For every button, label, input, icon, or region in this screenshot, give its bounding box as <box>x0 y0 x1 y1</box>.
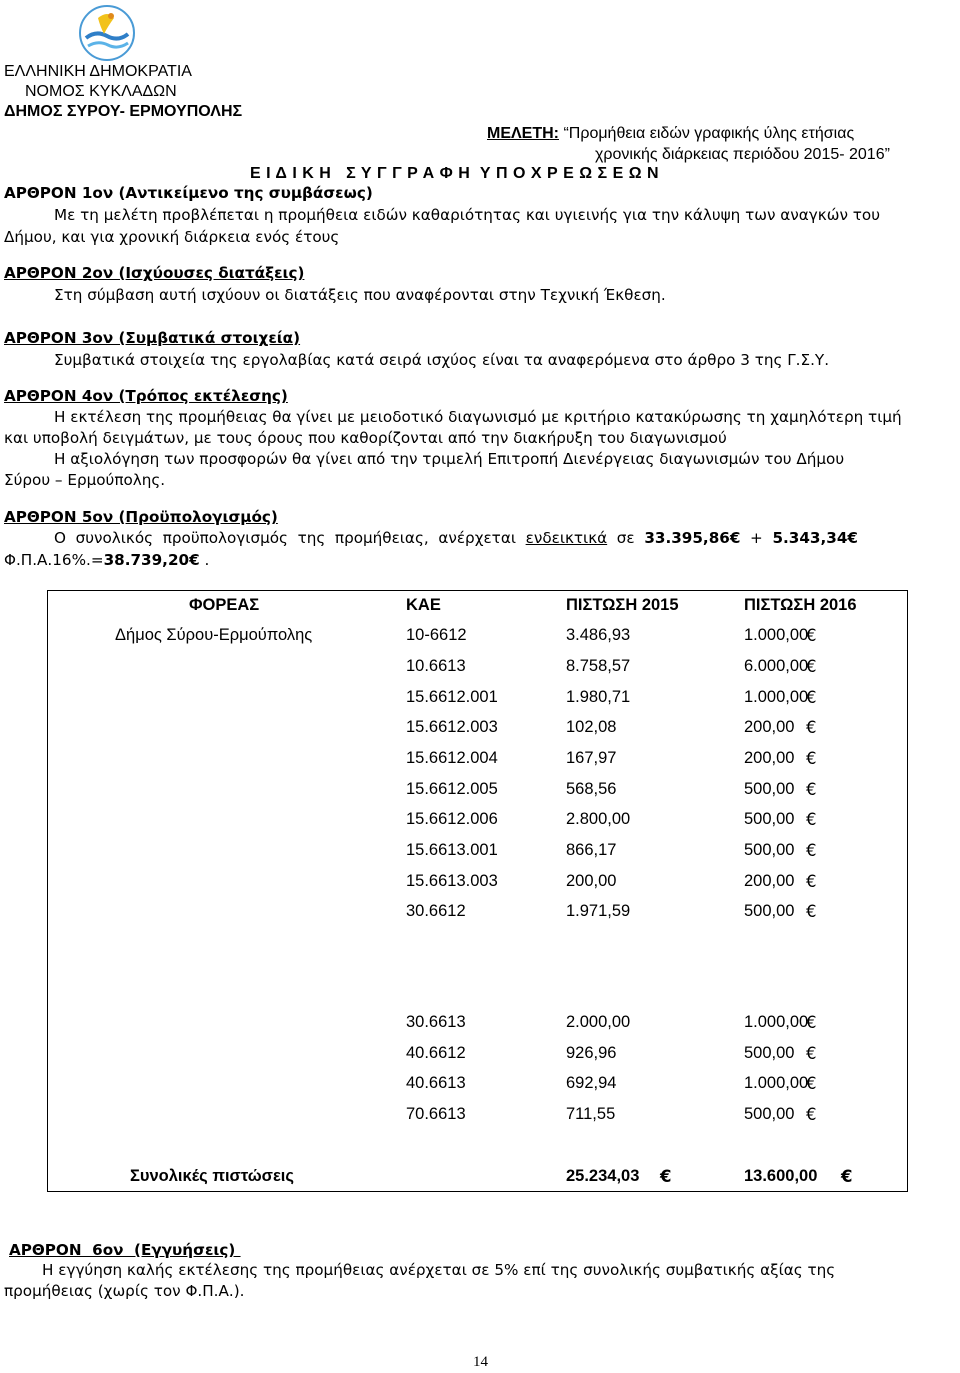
euro-sign: € <box>806 1044 817 1063</box>
euro-sign: € <box>806 749 817 768</box>
article1-line1: Με τη μελέτη προβλέπεται η προμήθεια ειδών καθαριότητας και υγιεινής για την κάλυψη των αναγκών του <box>54 206 880 224</box>
cell-kae: 30.6612 <box>406 902 466 920</box>
cell-kae: 15.6612.006 <box>406 810 498 828</box>
cell-credit-2016: 200,00 <box>744 749 795 767</box>
euro-sign: € <box>806 872 817 891</box>
cell-kae: 30.6613 <box>406 1013 466 1031</box>
article1-line2: Δήμου, και για χρονική διάρκεια ενός έτους <box>4 228 340 246</box>
study-title-1: “Προμήθεια ειδών γραφικής ύλης ετήσιας <box>563 125 855 142</box>
spec-title: Ε Ι Δ Ι Κ Η Σ Υ Γ Γ Ρ Α Φ Η Υ Π Ο Χ Ρ Ε Ω Σ Ε Ω Ν <box>250 165 660 182</box>
cell-credit-2015: 1.980,71 <box>566 688 631 706</box>
cell-credit-2016: 500,00 <box>744 780 795 798</box>
cell-foreas: Δήμος Σύρου-Ερμούπολης <box>115 626 313 644</box>
cell-kae: 10.6613 <box>406 657 466 675</box>
cell-credit-2016: 500,00 <box>744 1105 795 1123</box>
cell-credit-2016: 1.000,00 <box>744 1013 809 1031</box>
euro-sign: € <box>806 718 817 737</box>
cell-credit-2016: 1.000,00 <box>744 688 809 706</box>
cell-kae: 70.6613 <box>406 1105 466 1123</box>
article5-text-b: σε <box>607 529 645 547</box>
article3-text: Συμβατικά στοιχεία της εργολαβίας κατά σειρά ισχύος είναι τα αναφερόμενα στο άρθρο 3 της Γ.Σ.Υ. <box>54 351 830 369</box>
article2-title: ΑΡΘΡΟΝ 2ον (Ισχύουσες διατάξεις) <box>4 264 305 282</box>
euro-sign: € <box>806 1105 817 1124</box>
budget-table <box>47 590 908 1192</box>
cell-credit-2016: 500,00 <box>744 841 795 859</box>
cell-credit-2015: 1.971,59 <box>566 902 631 920</box>
article2-text: Στη σύμβαση αυτή ισχύουν οι διατάξεις που αναφέρονται στην Τεχνική Έκθεση. <box>54 286 666 304</box>
article5-end: . <box>199 551 210 569</box>
article5-amount1: 33.395,86 <box>644 529 730 547</box>
article5-text-a: Ο συνολικός προϋπολογισμός της προμήθειας, ανέρχεται <box>54 529 526 547</box>
header-prefecture: ΝΟΜΟΣ ΚΥΚΛΑΔΩΝ <box>25 83 177 100</box>
cell-credit-2016: 1.000,00 <box>744 1074 809 1092</box>
cell-credit-2015: 3.486,93 <box>566 626 631 644</box>
article1-title: ΑΡΘΡΟΝ 1ον (Αντικείμενο της συμβάσεως) <box>4 184 373 202</box>
cell-kae: 15.6612.005 <box>406 780 498 798</box>
article5-line1 <box>54 527 858 549</box>
cell-credit-2015: 167,97 <box>566 749 617 767</box>
municipality-logo <box>78 4 136 62</box>
cell-credit-2015: 568,56 <box>566 780 617 798</box>
cell-credit-2015: 711,55 <box>566 1105 616 1123</box>
cell-credit-2016: 500,00 <box>744 1044 795 1062</box>
cell-kae: 15.6612.004 <box>406 749 498 767</box>
total-label: Συνολικές πιστώσεις <box>130 1167 294 1185</box>
article6-line1: Η εγγύηση καλής εκτέλεσης της προμήθειας ανέρχεται σε 5% επί της συνολικής συμβατικής αξίας της <box>42 1261 836 1279</box>
article4-line2: και υποβολή δειγμάτων, με τους όρους που καθορίζονται από την διακήρυξη του διαγωνισμού <box>4 429 727 447</box>
euro-sign: € <box>806 841 817 860</box>
cell-credit-2016: 6.000,00 <box>744 657 809 675</box>
cell-kae: 15.6613.003 <box>406 872 498 890</box>
article4-line1: Η εκτέλεση της προμήθειας θα γίνει με μειοδοτικό διαγωνισμό με κριτήριο κατακύρωσης τη χαμηλότερη τιμή <box>54 408 902 426</box>
euro-sign: € <box>806 1074 817 1093</box>
article5-text-c: Φ.Π.Α.16%.= <box>4 551 104 569</box>
cell-kae: 10-6612 <box>406 626 467 644</box>
cell-credit-2015: 926,96 <box>566 1044 617 1062</box>
cell-credit-2015: 692,94 <box>566 1074 617 1092</box>
table-header-2: ΠΙΣΤΩΣΗ 2015 <box>566 596 679 614</box>
article5-indicative: ενδεικτικά <box>525 529 608 547</box>
study-title-2: χρονικής διάρκειας περιόδου 2015- 2016” <box>595 146 890 163</box>
cell-credit-2016: 1.000,00 <box>744 626 809 644</box>
table-header-0: ΦΟΡΕΑΣ <box>189 596 260 614</box>
header-municipality: ΔΗΜΟΣ ΣΥΡΟΥ- ΕΡΜΟΥΠΟΛΗΣ <box>4 103 243 120</box>
euro-sign: € <box>189 551 200 569</box>
cell-credit-2016: 200,00 <box>744 872 795 890</box>
euro-sign: € <box>806 657 817 676</box>
article5-amount2: 5.343,34 <box>772 529 848 547</box>
header-republic: ΕΛΛΗΝΙΚΗ ΔΗΜΟΚΡΑΤΙΑ <box>4 63 192 80</box>
euro-sign: € <box>806 810 817 829</box>
article4-line3: Η αξιολόγηση των προσφορών θα γίνει από την τριμελή Επιτροπή Διενέργειας διαγωνισμών του Δήμου <box>54 450 845 468</box>
cell-kae: 15.6612.001 <box>406 688 498 706</box>
euro-sign: € <box>806 1013 817 1032</box>
study-label: ΜΕΛΕΤΗ: <box>487 125 559 142</box>
euro-sign: € <box>806 626 817 645</box>
article5-title: ΑΡΘΡΟΝ 5ον (Προϋπολογισμός) <box>4 508 278 526</box>
euro-sign: € <box>806 688 817 707</box>
euro-sign: € <box>729 529 741 547</box>
cell-credit-2016: 500,00 <box>744 810 795 828</box>
cell-credit-2015: 102,08 <box>566 718 617 736</box>
cell-credit-2015: 2.800,00 <box>566 810 631 828</box>
table-header-3: ΠΙΣΤΩΣΗ 2016 <box>744 596 857 614</box>
cell-credit-2015: 866,17 <box>566 841 617 859</box>
euro-sign: € <box>841 1167 853 1186</box>
euro-sign: € <box>847 529 858 547</box>
cell-kae: 15.6612.003 <box>406 718 498 736</box>
article6-title: ΑΡΘΡΟΝ 6ον (Εγγυήσεις) <box>9 1241 241 1259</box>
article5-line2 <box>4 549 209 571</box>
article6-line2: προμήθειας (χωρίς τον Φ.Π.Α.). <box>4 1282 245 1300</box>
page-number: 14 <box>473 1354 488 1370</box>
cell-credit-2015: 200,00 <box>566 872 617 890</box>
cell-credit-2015: 8.758,57 <box>566 657 631 675</box>
cell-credit-2015: 2.000,00 <box>566 1013 631 1031</box>
article4-title: ΑΡΘΡΟΝ 4ον (Τρόπος εκτέλεσης) <box>4 387 288 405</box>
euro-sign: € <box>806 902 817 921</box>
cell-kae: 40.6613 <box>406 1074 466 1092</box>
euro-sign: € <box>806 780 817 799</box>
article5-total: 38.739,20 <box>103 551 190 569</box>
table-header-1: ΚΑΕ <box>406 596 441 614</box>
cell-credit-2016: 500,00 <box>744 902 795 920</box>
study-line1 <box>487 124 854 144</box>
cell-credit-2016: 200,00 <box>744 718 795 736</box>
cell-kae: 40.6612 <box>406 1044 466 1062</box>
cell-kae: 15.6613.001 <box>406 841 498 859</box>
article5-plus: + <box>740 529 773 547</box>
article3-title: ΑΡΘΡΟΝ 3ον (Συμβατικά στοιχεία) <box>4 329 301 347</box>
total-2016: 13.600,00 <box>744 1167 818 1185</box>
total-2015: 25.234,03 <box>566 1167 640 1185</box>
article4-line4: Σύρου – Ερμούπολης. <box>4 471 166 489</box>
euro-sign: € <box>660 1167 672 1186</box>
